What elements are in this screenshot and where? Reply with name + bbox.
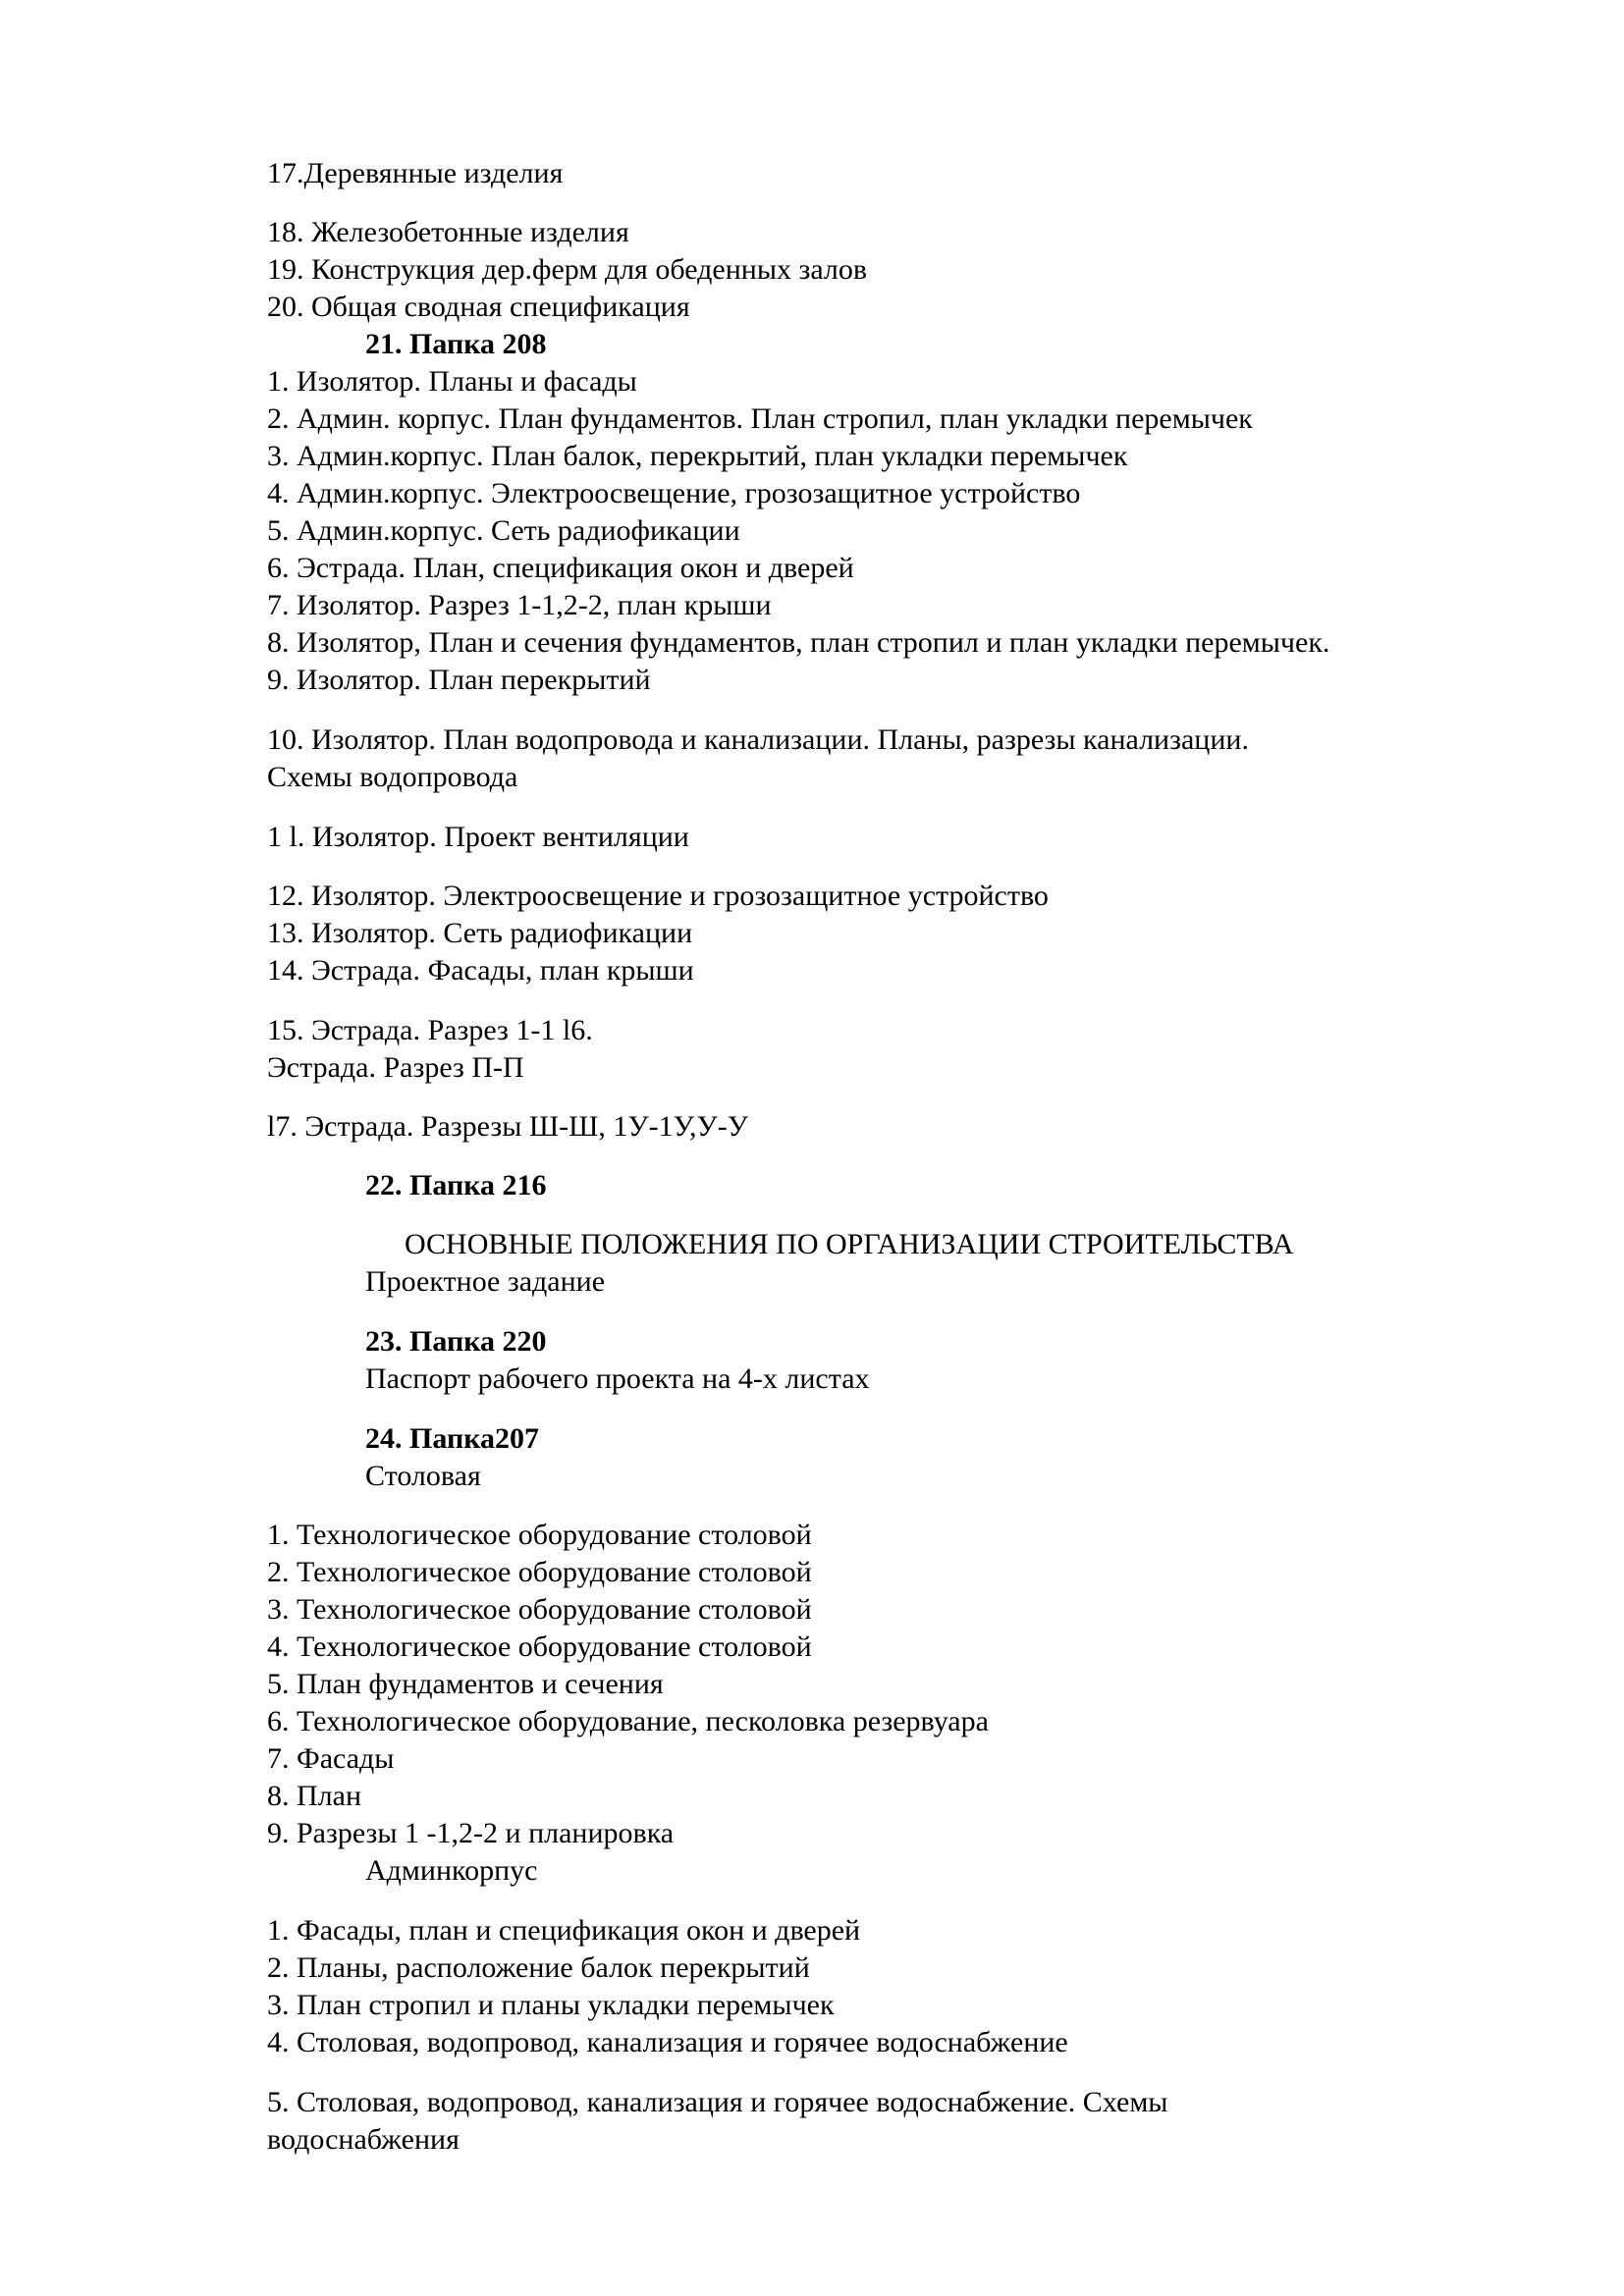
list-item: 10. Изолятор. План водопровода и канализации. Планы, разрезы канализации. bbox=[267, 723, 1249, 756]
list-item: 1. Технологическое оборудование столовой bbox=[267, 1519, 812, 1551]
list-item: 3. План стропил и планы укладки перемычек bbox=[267, 1989, 835, 2021]
list-item: 5. Столовая, водопровод, канализация и горячее водоснабжение. Схемы bbox=[267, 2086, 1168, 2118]
list-item: 13. Изолятор. Сеть радиофикации bbox=[267, 917, 693, 949]
folder-heading: 22. Папка 216 bbox=[365, 1169, 547, 1201]
list-item: 3. Админ.корпус. План балок, перекрытий, план укладки перемычек bbox=[267, 440, 1128, 472]
list-item: Проектное задание bbox=[365, 1265, 606, 1298]
section-title: ОСНОВНЫЕ ПОЛОЖЕНИЯ ПО ОРГАНИЗАЦИИ СТРОИТЕЛЬСТВА bbox=[405, 1228, 1294, 1260]
list-item: 4. Админ.корпус. Электроосвещение, грозозащитное устройство bbox=[267, 477, 1081, 509]
subsection-title: Столовая bbox=[365, 1460, 481, 1492]
list-item: l7. Эстрада. Разрезы Ш-Ш, 1У-1У,У-У bbox=[267, 1110, 748, 1143]
list-item: Паспорт рабочего проекта на 4-х листах bbox=[365, 1362, 870, 1395]
list-item: 19. Конструкция дер.ферм для обеденных залов bbox=[267, 253, 868, 286]
subsection-title: Админкорпус bbox=[365, 1854, 538, 1887]
list-item: 7. Изолятор. Разрез 1-1,2-2, план крыши bbox=[267, 589, 772, 621]
list-item: 5. Админ.корпус. Сеть радиофикации bbox=[267, 514, 740, 547]
list-item: 9. Изолятор. План перекрытий bbox=[267, 664, 651, 696]
list-item: 2. Планы, расположение балок перекрытий bbox=[267, 1951, 810, 1984]
folder-heading: 24. Папка207 bbox=[365, 1422, 540, 1455]
list-item: 4. Технологическое оборудование столовой bbox=[267, 1630, 812, 1663]
list-item: 1. Фасады, план и спецификация окон и дверей bbox=[267, 1914, 861, 1947]
list-item: 1. Изолятор. Планы и фасады bbox=[267, 365, 637, 398]
list-item: Эстрада. Разрез П-П bbox=[267, 1051, 524, 1084]
list-item: 1 l. Изолятор. Проект вентиляции bbox=[267, 821, 689, 853]
list-item: 8. План bbox=[267, 1780, 362, 1812]
list-item: 17.Деревянные изделия bbox=[267, 157, 564, 189]
list-item: Схемы водопровода bbox=[267, 761, 518, 793]
list-item: 14. Эстрада. Фасады, план крыши bbox=[267, 954, 694, 987]
folder-heading: 23. Папка 220 bbox=[365, 1325, 547, 1358]
list-item: 8. Изолятор, План и сечения фундаментов, план стропил и план укладки перемычек. bbox=[267, 626, 1330, 659]
list-item: 5. План фундаментов и сечения bbox=[267, 1668, 664, 1700]
list-item: 2. Технологическое оборудование столовой bbox=[267, 1556, 812, 1588]
list-item: водоснабжения bbox=[267, 2123, 460, 2156]
list-item: 6. Технологическое оборудование, песколовка резервуара bbox=[267, 1705, 989, 1737]
list-item: 4. Столовая, водопровод, канализация и горячее водоснабжение bbox=[267, 2026, 1068, 2058]
list-item: 18. Железобетонные изделия bbox=[267, 216, 629, 248]
list-item: 9. Разрезы 1 -1,2-2 и планировка bbox=[267, 1817, 675, 1849]
folder-heading: 21. Папка 208 bbox=[365, 328, 547, 360]
list-item: 20. Общая сводная спецификация bbox=[267, 291, 690, 323]
list-item: 6. Эстрада. План, спецификация окон и дверей bbox=[267, 552, 854, 584]
list-item: 3. Технологическое оборудование столовой bbox=[267, 1593, 812, 1626]
list-item: 15. Эстрада. Разрез 1-1 l6. bbox=[267, 1014, 593, 1046]
list-item: 12. Изолятор. Электроосвещение и грозозащитное устройство bbox=[267, 880, 1049, 912]
list-item: 7. Фасады bbox=[267, 1742, 395, 1775]
list-item: 2. Админ. корпус. План фундаментов. План стропил, план укладки перемычек bbox=[267, 402, 1253, 435]
